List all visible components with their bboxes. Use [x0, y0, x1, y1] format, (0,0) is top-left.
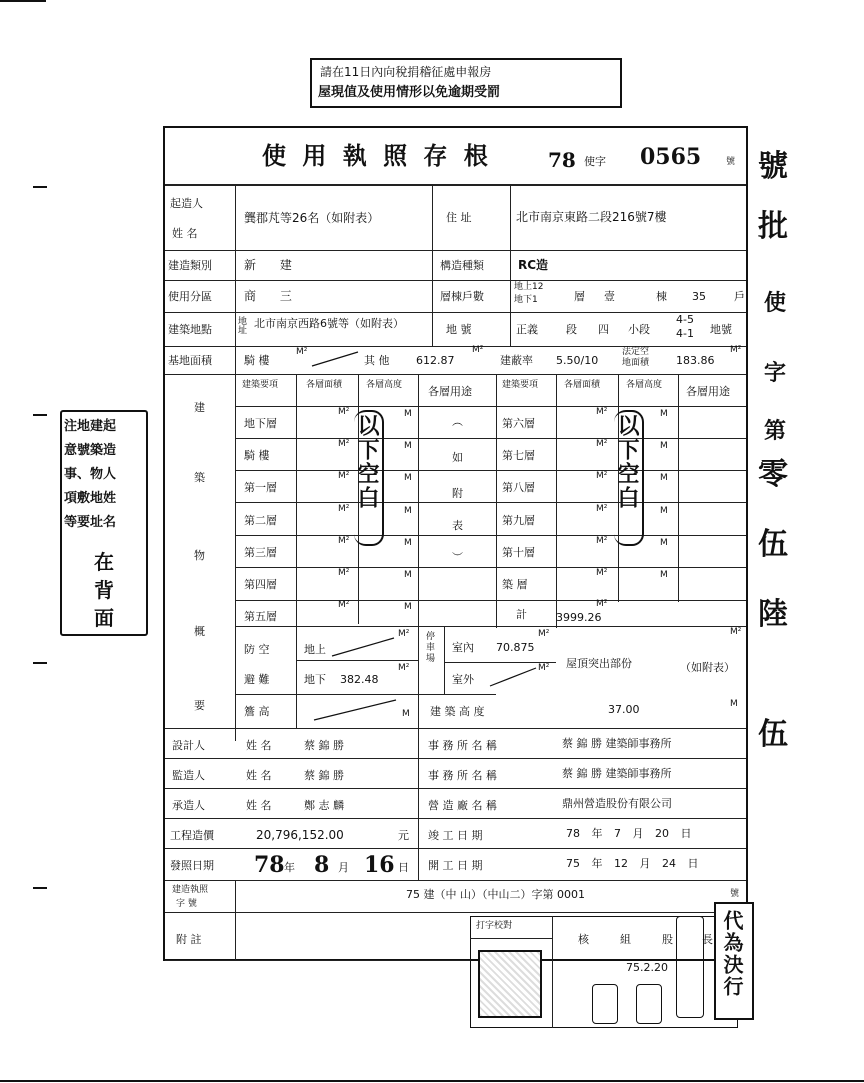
rule — [444, 626, 445, 694]
floors-above: 地上12 — [514, 282, 544, 292]
row-unit: M² — [596, 471, 608, 481]
completion-label: 竣 工 日 期 — [428, 829, 483, 842]
rule — [165, 912, 746, 913]
floor-row-label: 第十層 — [502, 546, 535, 559]
approve-label: 組 — [620, 933, 631, 946]
form-number-suffix: 號 — [726, 157, 736, 167]
use-note-char: 表 — [452, 519, 463, 532]
issue-year: 78 — [254, 852, 285, 878]
col-use-header: 各層用途 — [428, 385, 472, 398]
rule — [165, 788, 746, 789]
issue-month-unit: 月 — [338, 861, 349, 874]
right-margin-char: 伍 — [758, 717, 788, 752]
issue-year-unit: 年 — [284, 861, 295, 874]
cost-unit: 元 — [398, 829, 409, 842]
supervisor-name-label: 姓 名 — [246, 769, 272, 782]
col-area-header: 各層面積 — [564, 380, 601, 390]
row-unit: M² — [398, 663, 410, 673]
rule — [510, 186, 511, 346]
right-margin-char: 第 — [764, 418, 787, 444]
location-prefix: 地址 — [238, 317, 248, 336]
eaves-label: 簷 高 — [244, 705, 270, 718]
signature-seal — [636, 984, 662, 1024]
side-note-extra: 面 — [94, 606, 114, 630]
legal-label-1: 法定空 — [622, 347, 650, 357]
rule — [418, 818, 419, 880]
proof-label: 打字校對 — [476, 921, 513, 931]
row-unit: M — [404, 409, 412, 419]
floor-total-label: 計 — [516, 608, 527, 621]
floor-row-label: 第三層 — [244, 546, 277, 559]
row-unit: M² — [338, 407, 350, 417]
lot-section: 正義 — [516, 323, 538, 336]
rule — [165, 280, 746, 281]
supervisor-name: 蔡 錦 勝 — [304, 769, 344, 782]
approve-label: 股 — [662, 933, 673, 946]
category-label: 建造類別 — [168, 259, 212, 272]
lot-section-unit: 段 — [566, 323, 577, 336]
permit-value: 75 建（中 山）（中山二）字第 0001 — [406, 888, 585, 901]
building-height-label: 建 築 高 度 — [430, 705, 485, 718]
contractor-firm-label: 營 造 廠 名 稱 — [428, 799, 497, 812]
other-value: 612.87 — [416, 354, 455, 367]
row-unit: M — [402, 709, 410, 719]
right-margin-char: 零 — [758, 457, 788, 492]
notice-stamp — [310, 58, 622, 108]
row-unit: M — [660, 409, 668, 419]
notice-line-2: 屋現值及使用情形以免逾期受罰 — [318, 85, 501, 100]
building-unit: 棟 — [656, 290, 667, 303]
rule — [432, 186, 433, 346]
side-note-line: 事、物人 — [64, 467, 117, 482]
above-ground-label: 地上 — [304, 643, 326, 656]
rule — [235, 880, 236, 960]
owner-address: 北市南京東路二段216號7樓 — [516, 210, 667, 224]
side-note-line: 注地建起 — [64, 419, 117, 434]
signature-seal — [676, 916, 704, 1018]
rule — [236, 470, 746, 471]
rule — [236, 626, 746, 627]
zone-value: 商 三 — [244, 289, 302, 303]
delegation-seal — [714, 902, 754, 1020]
designer-office-label: 事 務 所 名 稱 — [428, 739, 497, 752]
side-note-extra: 在 — [94, 550, 114, 574]
slash-mark — [330, 636, 396, 658]
issue-day: 16 — [364, 852, 395, 878]
side-note-line: 等要址名 — [64, 515, 117, 530]
rule — [236, 406, 746, 407]
base-area-label: 基地面積 — [168, 354, 212, 367]
cost-value: 20,796,152.00 — [256, 828, 344, 842]
rule — [165, 818, 746, 819]
below-ground-value: 382.48 — [340, 673, 379, 686]
floor-row-label: 第八層 — [502, 481, 535, 494]
approve-label: 核 — [578, 933, 589, 946]
rule — [236, 438, 746, 439]
right-margin-char: 伍 — [758, 527, 788, 562]
contractor-firm: 鼎州營造股份有限公司 — [562, 797, 672, 810]
col-use-header: 各層用途 — [686, 385, 730, 398]
row-unit: M² — [538, 629, 550, 639]
legal-label-2: 地面積 — [622, 358, 650, 368]
row-unit: M — [660, 441, 668, 451]
lot-no-2: 4-1 — [676, 327, 694, 340]
issue-month: 8 — [314, 852, 330, 878]
side-note-line: 項敷地姓 — [64, 491, 117, 506]
row-unit: M — [404, 602, 412, 612]
rule — [496, 374, 497, 628]
side-note-box — [60, 410, 148, 636]
form-number: 0565 — [640, 144, 702, 170]
lot-subsection-unit: 小段 — [628, 323, 650, 336]
completion-date: 78 年 7 月 20 日 — [566, 827, 692, 840]
margin-mark — [33, 662, 47, 664]
floor-row-label: 第一層 — [244, 481, 277, 494]
col-height-header: 各層高度 — [626, 380, 663, 390]
contractor-label: 承造人 — [172, 799, 205, 812]
rule — [165, 346, 746, 347]
cost-label: 工程造價 — [170, 829, 214, 842]
rule — [165, 250, 746, 251]
designer-name: 蔡 錦 勝 — [304, 739, 344, 752]
rule — [552, 916, 553, 1028]
supervisor-office-label: 事 務 所 名 稱 — [428, 769, 497, 782]
start-date-label: 開 工 日 期 — [428, 859, 483, 872]
designer-office: 蔡 錦 勝 建築師事務所 — [562, 737, 672, 750]
rule — [296, 374, 297, 728]
row-unit: M² — [730, 627, 742, 637]
blank-note-right: 以下空白 — [614, 414, 640, 510]
approve-label: 長 — [702, 933, 713, 946]
signature-seal — [592, 984, 618, 1024]
bottom-edge — [0, 1080, 864, 1082]
roof-label: 屋頂突出部份 — [566, 657, 632, 670]
col-height-header: 各層高度 — [366, 380, 403, 390]
floor-row-label: 第四層 — [244, 578, 277, 591]
issue-date-label: 發照日期 — [170, 859, 214, 872]
indoor-value: 70.875 — [496, 641, 535, 654]
refuge-label: 避 難 — [244, 673, 270, 686]
form-word-label: 使字 — [584, 155, 606, 168]
row-unit: M — [660, 506, 668, 516]
supervisor-label: 監造人 — [172, 769, 205, 782]
issue-day-unit: 日 — [398, 861, 409, 874]
row-unit: M — [404, 441, 412, 451]
section-label-char: 建 — [194, 401, 205, 414]
rule — [236, 535, 746, 536]
rule — [165, 880, 746, 881]
lot-subsection: 四 — [598, 323, 609, 336]
supervisor-office: 蔡 錦 勝 建築師事務所 — [562, 767, 672, 780]
coverage-label: 建蔽率 — [500, 354, 533, 367]
owner-label-2: 姓 名 — [172, 227, 198, 240]
side-note-line: 意號築造 — [64, 443, 117, 458]
slash-mark — [488, 666, 538, 688]
use-note-char: ︵ — [452, 415, 463, 428]
rule — [236, 694, 496, 695]
row-unit: M — [404, 538, 412, 548]
lot-label: 地 號 — [446, 323, 472, 336]
rule — [165, 312, 746, 313]
floor-row-label: 第九層 — [502, 514, 535, 527]
section-label-char: 概 — [194, 625, 205, 638]
right-margin-char: 號 — [758, 149, 788, 184]
structure-label: 構造種類 — [440, 259, 484, 272]
proof-seal — [478, 950, 542, 1018]
rule — [236, 567, 746, 568]
row-unit: M² — [538, 663, 550, 673]
permit-label-2: 字 號 — [176, 899, 197, 909]
owner-label: 起造人 — [170, 197, 203, 210]
floors-below: 地下1 — [514, 295, 538, 305]
floor-row-label: 第二層 — [244, 514, 277, 527]
rule — [296, 660, 418, 661]
remarks-label: 附 註 — [176, 933, 202, 946]
address-label: 住 址 — [446, 211, 472, 224]
col-area-header: 各層面積 — [306, 380, 343, 390]
rule — [165, 758, 746, 759]
indoor-label: 室內 — [452, 641, 474, 654]
lot-no-unit: 地號 — [710, 323, 732, 336]
slash-mark — [312, 698, 398, 722]
floor-row-label: 第七層 — [502, 449, 535, 462]
use-note-char: 附 — [452, 487, 463, 500]
row-unit: M — [660, 473, 668, 483]
designer-label: 設計人 — [172, 739, 205, 752]
delegation-seal-text: 代為決行 — [720, 910, 744, 998]
floor-row-label: 地下層 — [244, 417, 277, 430]
col-item-header: 建築要項 — [502, 380, 539, 390]
row-unit: M² — [596, 568, 608, 578]
section-label-char: 築 — [194, 471, 205, 484]
rule — [165, 728, 746, 729]
lot-no-1: 4-5 — [676, 313, 694, 326]
margin-mark — [33, 887, 47, 889]
rule — [470, 938, 552, 939]
building-count: 壹 — [604, 290, 615, 303]
row-unit: M — [660, 538, 668, 548]
section-label-char: 要 — [194, 699, 205, 712]
contractor-name: 鄭 志 麟 — [304, 799, 344, 812]
rule — [165, 184, 746, 186]
roof-value: （如附表） — [680, 661, 735, 674]
row-unit: M² — [596, 504, 608, 514]
right-margin-char: 使 — [764, 290, 787, 316]
start-date: 75 年 12 月 24 日 — [566, 857, 699, 870]
row-unit: M² — [596, 407, 608, 417]
row-unit: M — [404, 506, 412, 516]
below-ground-label: 地下 — [304, 673, 326, 686]
use-note-char: 如 — [452, 451, 463, 464]
form-title: 使 用 執 照 存 根 — [262, 141, 492, 170]
category-value: 新 建 — [244, 258, 302, 272]
row-unit: M² — [596, 439, 608, 449]
floor-row-label: 第五層 — [244, 610, 277, 623]
location-value: 北市南京西路6號等（如附表） — [254, 317, 404, 330]
row-unit: M² — [338, 536, 350, 546]
row-unit: M² — [338, 568, 350, 578]
permit-label: 建造執照 — [172, 885, 209, 895]
row-unit: M² — [398, 629, 410, 639]
form-year: 78 — [548, 148, 576, 172]
right-margin-char: 批 — [758, 209, 788, 244]
rule — [418, 374, 419, 728]
floors-unit: 層 — [574, 290, 585, 303]
blank-note-left: 以下空白 — [354, 414, 380, 510]
slash-mark — [310, 350, 360, 368]
row-unit: M — [730, 699, 738, 709]
designer-name-label: 姓 名 — [246, 739, 272, 752]
margin-mark — [33, 186, 47, 188]
stamp-date: 75.2.20 — [626, 961, 668, 974]
legal-value: 183.86 — [676, 354, 715, 367]
row-unit: M² — [596, 599, 608, 609]
floors-label: 層棟戶數 — [440, 290, 484, 303]
household-unit: 戶 — [734, 290, 745, 303]
arcade-label: 騎 樓 — [244, 354, 270, 367]
floor-row-label: 騎 樓 — [244, 449, 270, 462]
right-margin-char: 陸 — [758, 597, 788, 632]
use-note-char: ︶ — [452, 551, 463, 564]
top-left-mark — [0, 0, 46, 2]
building-height-value: 37.00 — [608, 703, 640, 716]
row-unit: M² — [338, 504, 350, 514]
row-unit: M — [404, 570, 412, 580]
arcade-unit: M² — [296, 347, 308, 357]
rule — [236, 502, 746, 503]
floor-total-value: 3999.26 — [556, 611, 602, 624]
row-unit: M² — [338, 600, 350, 610]
households: 35 — [692, 290, 706, 303]
rule — [165, 848, 746, 849]
floor-row-label: 築 層 — [502, 578, 528, 591]
legal-unit: M² — [730, 345, 742, 355]
rule — [556, 374, 557, 628]
row-unit: M² — [338, 439, 350, 449]
other-unit: M² — [472, 345, 484, 355]
margin-mark — [33, 414, 47, 416]
structure-value: RC造 — [518, 258, 549, 272]
floor-row-label: 第六層 — [502, 417, 535, 430]
location-label: 建築地點 — [168, 323, 212, 336]
side-note-extra: 背 — [94, 578, 114, 602]
col-item-header: 建築要項 — [242, 380, 279, 390]
outdoor-label: 室外 — [452, 673, 474, 686]
row-unit: M² — [596, 536, 608, 546]
coverage-value: 5.50/10 — [556, 354, 599, 367]
air-raid-label: 防 空 — [244, 643, 270, 656]
row-unit: M — [660, 570, 668, 580]
row-unit: M² — [338, 471, 350, 481]
parking-label: 停車場 — [426, 632, 436, 664]
rule — [235, 186, 236, 741]
right-margin-char: 字 — [764, 360, 787, 386]
permit-suffix: 號 — [730, 889, 740, 899]
other-label: 其 他 — [364, 354, 390, 367]
owner-name: 龔郡芃等26名（如附表） — [244, 211, 380, 225]
rule — [236, 600, 746, 601]
row-unit: M — [404, 473, 412, 483]
notice-line-1: 請在11日內向稅捐稽征處申報房 — [320, 65, 492, 79]
zone-label: 使用分區 — [168, 290, 212, 303]
section-label-char: 物 — [194, 549, 205, 562]
rule — [165, 374, 746, 375]
rule — [165, 960, 470, 961]
contractor-name-label: 姓 名 — [246, 799, 272, 812]
rule — [418, 728, 419, 818]
